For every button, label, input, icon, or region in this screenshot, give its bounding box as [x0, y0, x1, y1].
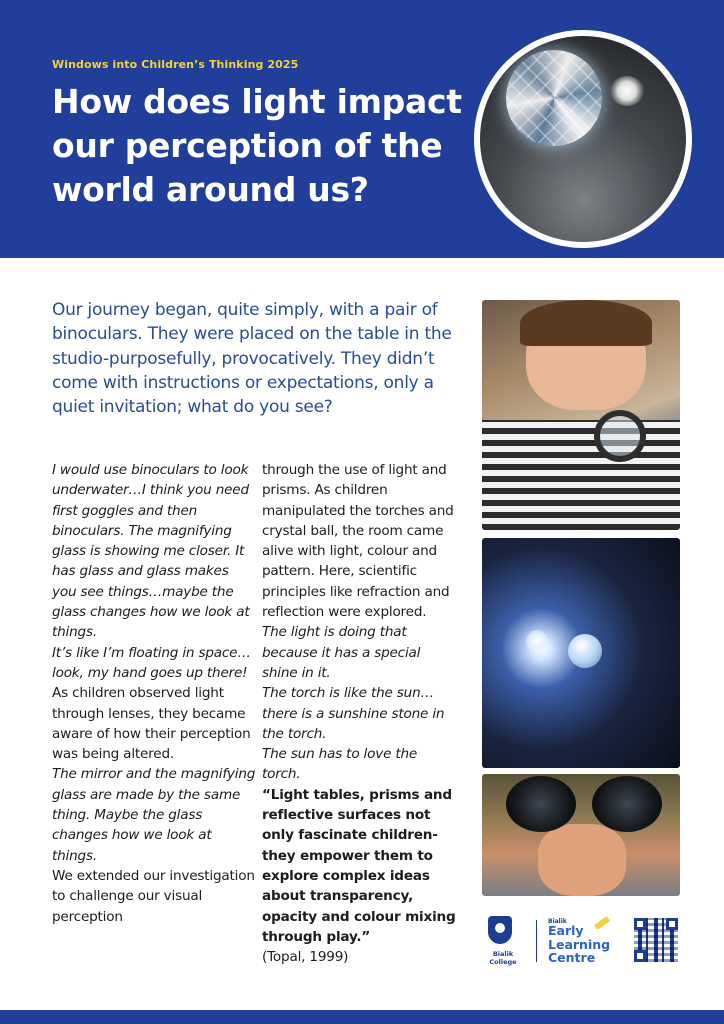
torch-light [610, 76, 644, 106]
child-quote: The mirror and the magnifying glass are made by the same thing. Maybe the glass changes how we look at things. [52, 766, 256, 864]
qr-code[interactable] [634, 918, 678, 962]
child-quote: I would use binoculars to look underwater…I think you need first goggles and then binoculars. The magnifying glass is showing me closer. It has glass and glass makes you see things…maybe the glass changes how we look at things. [52, 462, 250, 641]
child-quote: The torch is like the sun… there is a sunshine stone in the torch. [262, 685, 445, 742]
crest-emblem [495, 923, 505, 933]
crystal-facets [506, 50, 602, 146]
child-magnifying-glass-photo [482, 300, 680, 530]
early-learning-centre-logo: Early Learning Centre [548, 923, 611, 965]
child-binoculars-photo [482, 774, 680, 896]
page-title: How does light impact our perception of the world around us? [52, 82, 462, 209]
child-quote: The light is doing that because it has a special shine in it. [262, 624, 421, 681]
child-quote: The sun has to love the torch. [262, 746, 418, 783]
lead-paragraph: Our journey began, quite simply, with a pair of binoculars. They were placed on the table in the studio-purposefully, provocatively. They didn’t come with instructions or expectations, only a quiet invitation; what do you see? [52, 300, 452, 418]
crystal-ball [568, 634, 602, 668]
publication-kicker: Windows into Children’s Thinking 2025 [52, 58, 299, 71]
citation: (Topal, 1999) [262, 949, 349, 966]
child-hair [520, 300, 652, 346]
child-face [538, 824, 626, 896]
left-text-column [52, 460, 256, 927]
body-paragraph: through the use of light and prisms. As children manipulated the torches and crystal ball, the room came alive with light, colour and pattern. Here, scientific principles like refraction and reflection were explored. [262, 462, 454, 621]
centre-brand-small: Bialik [548, 918, 567, 925]
logo-divider [536, 920, 537, 962]
body-paragraph: As children observed light through lenses, they became aware of how their perception was being altered. [52, 685, 251, 763]
right-text-column [262, 460, 458, 967]
binocular-lens-right [592, 776, 662, 832]
striped-shirt [482, 420, 680, 530]
torch-beam [526, 630, 548, 652]
body-paragraph: We extended our investigation to challenge our visual perception [52, 867, 255, 925]
logo-strip [482, 914, 680, 966]
magnifying-glass [594, 410, 646, 462]
pull-quote: “Light tables, prisms and reflective surfaces not only fascinate children- they empower them to explore complex ideas about transparency, opacity and colour mixing through play.” [262, 786, 456, 945]
bialik-crest-logo [488, 916, 512, 944]
child-quote: It’s like I’m floating in space…look, my hand goes up there! [52, 644, 251, 681]
crystal-ball-photo [480, 36, 686, 242]
children-torch-crystal-photo [482, 538, 680, 768]
binocular-lens-left [506, 776, 576, 832]
school-name: Bialik College [489, 950, 517, 966]
qr-finder-icon [666, 918, 678, 930]
footer-bar [0, 1010, 724, 1024]
qr-finder-icon [634, 950, 646, 962]
qr-finder-icon [634, 918, 646, 930]
